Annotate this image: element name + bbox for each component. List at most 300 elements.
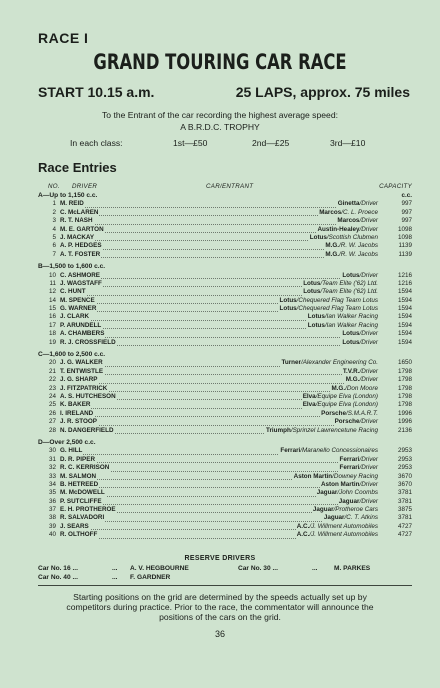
entry-row xyxy=(38,418,412,426)
entrant-name: /C. T. Atkins xyxy=(344,514,378,522)
class-heading xyxy=(38,192,412,200)
entrant-name: /Equipe Elva (London) xyxy=(315,392,378,400)
entrant-name: /Driver xyxy=(359,338,378,346)
entry-row xyxy=(38,297,412,305)
engine-capacity: 2953 xyxy=(397,447,412,455)
driver-name: C. McLAREN xyxy=(60,208,99,216)
entry-row xyxy=(38,489,412,497)
car-number: 31 xyxy=(48,455,56,463)
entry-row xyxy=(38,473,412,481)
car-number: 23 xyxy=(48,384,56,392)
car-number: 15 xyxy=(48,305,56,313)
reserve-title: RESERVE DRIVERS xyxy=(184,555,256,562)
engine-capacity: 1996 xyxy=(397,418,412,426)
engine-capacity: 1798 xyxy=(397,401,412,409)
driver-name: A. CHAMBERS xyxy=(60,330,105,338)
car-entrant xyxy=(312,506,378,514)
car-make: A.C. xyxy=(296,522,310,530)
race-label: RACE I xyxy=(38,30,89,46)
car-number: 27 xyxy=(48,418,56,426)
page-number: 36 xyxy=(214,629,225,639)
engine-capacity: 3670 xyxy=(397,472,412,480)
driver-name: M. McDOWELL xyxy=(60,489,105,497)
driver-name: B. HETREED xyxy=(60,480,99,488)
car-entrant xyxy=(281,359,379,367)
engine-capacity: 1650 xyxy=(397,359,412,367)
class-label: C—1,600 to 2,500 c.c. xyxy=(38,351,106,359)
car-entrant xyxy=(336,217,378,225)
engine-capacity: 4727 xyxy=(397,522,412,530)
col-header-no: NO. xyxy=(48,183,60,190)
entry-row xyxy=(38,209,412,217)
car-entrant xyxy=(339,464,379,472)
driver-name: A. T. FOSTER xyxy=(60,250,101,258)
driver-name: J. WAGSTAFF xyxy=(60,279,102,287)
driver-name: R. J. CROSSFIELD xyxy=(60,338,116,346)
car-number: 37 xyxy=(48,506,56,514)
entrant-name: /Team Elite ('62) Ltd. xyxy=(320,279,378,287)
engine-capacity: 997 xyxy=(401,217,412,225)
entry-row xyxy=(38,506,412,514)
reserve-driver-name: M. PARKES xyxy=(334,565,371,572)
driver-name: M. REID xyxy=(60,200,84,208)
engine-capacity: 1798 xyxy=(397,384,412,392)
entry-row xyxy=(38,305,412,313)
car-make: Lotus xyxy=(309,233,327,241)
engine-capacity: 3875 xyxy=(397,506,412,514)
entry-row xyxy=(38,330,412,338)
engine-capacity: 1996 xyxy=(397,409,412,417)
entry-class-group xyxy=(38,351,412,435)
car-entrant xyxy=(302,393,378,401)
car-number: 40 xyxy=(48,531,56,539)
reserve-dots: ... xyxy=(312,565,318,572)
car-make: Lotus xyxy=(303,288,321,296)
car-number: 33 xyxy=(48,472,56,480)
entrant-name: /Sprinzel Lawrencetune Racing xyxy=(290,426,378,434)
entry-row xyxy=(38,226,412,234)
dot-leader xyxy=(60,200,378,207)
engine-capacity: 4727 xyxy=(397,531,412,539)
engine-capacity: 2953 xyxy=(397,455,412,463)
driver-name: J. FITZPATRICK xyxy=(60,384,108,392)
car-make: M.G. xyxy=(325,242,340,250)
entrant-name: /Team Elite ('62) Ltd. xyxy=(320,288,378,296)
car-entrant xyxy=(302,401,378,409)
car-number: 22 xyxy=(48,376,56,384)
car-make: A.C. xyxy=(296,531,310,539)
driver-name: A. P. HEDGES xyxy=(60,242,102,250)
driver-name: R. T. NASH xyxy=(60,217,93,225)
engine-capacity: 1139 xyxy=(398,250,412,258)
driver-name: N. DANGERFIELD xyxy=(60,426,114,434)
car-number: 19 xyxy=(48,338,56,346)
entry-class-group xyxy=(38,263,412,347)
engine-capacity: 1798 xyxy=(397,367,412,375)
driver-name: J. R. STOOP xyxy=(60,418,97,426)
car-make: Porsche xyxy=(334,418,360,426)
class-heading xyxy=(38,263,412,271)
engine-capacity: 1594 xyxy=(397,338,412,346)
entrant-name: /John Coombs xyxy=(337,489,378,497)
car-entrant xyxy=(302,288,378,296)
entry-class-group xyxy=(38,439,412,540)
car-entrant xyxy=(345,376,378,384)
trophy-name: A B.R.D.C. TROPHY xyxy=(180,122,260,132)
car-entrant xyxy=(296,531,378,539)
driver-name: C. HUNT xyxy=(60,288,86,296)
entrant-name: /Maranello Concessionaires xyxy=(300,447,378,455)
car-number: 39 xyxy=(48,522,56,530)
entrant-name: /Driver xyxy=(359,225,378,233)
entrant-name: /Driver xyxy=(359,367,378,375)
engine-capacity: 1594 xyxy=(397,313,412,321)
car-make: Turner xyxy=(281,359,301,367)
dot-leader xyxy=(60,217,378,224)
race-distance: 25 LAPS, approx. 75 miles xyxy=(235,84,410,100)
entry-row xyxy=(38,456,412,464)
dot-leader xyxy=(60,418,378,425)
engine-capacity: 3781 xyxy=(397,497,412,505)
driver-name: J. G. WALKER xyxy=(60,359,103,367)
reserve-drivers xyxy=(0,555,440,583)
engine-capacity: 1594 xyxy=(397,330,412,338)
engine-capacity: 3781 xyxy=(397,514,412,522)
entry-row xyxy=(38,280,412,288)
entrant-name: /Driver xyxy=(359,330,378,338)
driver-name: J. MACKAY xyxy=(60,233,95,241)
entrant-name: /Scottish Clubmen xyxy=(326,233,378,241)
col-header-capacity: CAPACITY xyxy=(379,183,412,190)
car-make: Ginetta xyxy=(337,200,360,208)
engine-capacity: 1216 xyxy=(397,279,412,287)
engine-capacity: 1216 xyxy=(397,271,412,279)
entrant-name: /C. L. Proece xyxy=(341,208,378,216)
entrant-name: /Chequered Flag Team Lotus xyxy=(296,305,378,313)
engine-capacity: 3670 xyxy=(397,480,412,488)
car-make: Ferrari xyxy=(339,455,360,463)
class-label: A—Up to 1,150 c.c. xyxy=(38,192,98,199)
car-number: 5 xyxy=(52,233,56,241)
car-make: M.G. xyxy=(345,376,360,384)
driver-name: E. H. PROTHEROE xyxy=(60,506,116,514)
entry-row xyxy=(38,234,412,242)
entry-row xyxy=(38,339,412,347)
divider-rule xyxy=(38,585,412,586)
entrant-name: /Ian Walker Racing xyxy=(324,313,378,321)
car-entrant xyxy=(341,339,378,347)
car-make: Ferrari xyxy=(339,464,360,472)
car-entrant xyxy=(339,456,379,464)
driver-name: J. CLARK xyxy=(60,313,90,321)
driver-name: R. SALVADORI xyxy=(60,514,105,522)
car-number: 12 xyxy=(48,288,56,296)
car-make: Porsche xyxy=(321,409,347,417)
car-entrant xyxy=(318,209,378,217)
entry-row xyxy=(38,385,412,393)
engine-capacity: 997 xyxy=(401,200,412,208)
car-entrant xyxy=(302,280,378,288)
car-make: Elva xyxy=(302,401,316,409)
driver-name: T. ENTWISTLE xyxy=(60,367,104,375)
reserve-driver-name: A. V. HEGBOURNE xyxy=(130,565,189,572)
engine-capacity: 2953 xyxy=(397,464,412,472)
entry-row xyxy=(38,410,412,418)
car-entrant xyxy=(341,330,378,338)
engine-capacity: 1594 xyxy=(397,305,412,313)
car-entrant xyxy=(296,523,378,531)
car-number: 17 xyxy=(48,321,56,329)
class-label: D—Over 2,500 c.c. xyxy=(38,438,96,446)
driver-name: R. C. KERRISON xyxy=(60,464,110,472)
car-make: Marcos xyxy=(337,217,360,225)
car-make: Lotus xyxy=(279,296,297,304)
car-number: 28 xyxy=(48,426,56,434)
driver-name: J. SEARS xyxy=(60,522,89,530)
car-number: 7 xyxy=(52,250,56,258)
entry-row xyxy=(38,359,412,367)
car-number: 10 xyxy=(48,271,56,279)
driver-name: R. OLTHOFF xyxy=(60,531,98,539)
driver-name: P. ARUNDELL xyxy=(60,321,102,329)
car-make: Jaguar xyxy=(316,489,338,497)
entry-row xyxy=(38,514,412,522)
dot-leader xyxy=(60,330,378,337)
reserve-row xyxy=(0,565,440,574)
class-heading xyxy=(38,439,412,447)
driver-name: D. R. PIPER xyxy=(60,455,95,463)
car-number: 34 xyxy=(48,480,56,488)
entrant-name: /Equipe Elva (London) xyxy=(315,401,378,409)
entry-row xyxy=(38,393,412,401)
car-entrant xyxy=(320,410,378,418)
car-number: 25 xyxy=(48,401,56,409)
car-entrant xyxy=(324,251,378,259)
entrant-name: /Driver xyxy=(359,271,378,279)
car-entrant xyxy=(337,200,378,208)
class-label: B—1,500 to 1,600 c.c. xyxy=(38,263,106,271)
driver-name: P. SUTCLIFFE xyxy=(60,497,102,505)
engine-capacity: 1594 xyxy=(397,296,412,304)
prizes-label: In each class: xyxy=(70,138,123,148)
car-number: 3 xyxy=(52,217,56,225)
reserve-car-number: Car No. 40 ... xyxy=(38,574,78,581)
driver-name: J. G. SHARP xyxy=(60,376,98,384)
car-make: Triumph xyxy=(265,426,291,434)
entrant-name: /Driver xyxy=(359,464,378,472)
car-number: 14 xyxy=(48,296,56,304)
car-number: 26 xyxy=(48,409,56,417)
engine-capacity: 1139 xyxy=(398,242,412,250)
car-number: 16 xyxy=(48,313,56,321)
car-entrant xyxy=(265,427,378,435)
driver-name: G. HILL xyxy=(60,447,83,455)
car-make: Lotus xyxy=(342,330,360,338)
entrant-name: /S.M.A.R.T. xyxy=(346,409,378,417)
entries-list xyxy=(38,192,412,544)
car-make: Lotus xyxy=(342,338,360,346)
reserve-dots: ... xyxy=(112,574,118,581)
car-make: T.V.R. xyxy=(342,367,360,375)
col-header-car: CAR/ENTRANT xyxy=(206,183,254,190)
car-entrant xyxy=(320,481,378,489)
car-make: Lotus xyxy=(303,279,321,287)
driver-name: G. WARNER xyxy=(60,305,97,313)
engine-capacity: 3781 xyxy=(397,489,412,497)
entry-class-group xyxy=(38,192,412,259)
entry-row xyxy=(38,401,412,409)
entry-row xyxy=(38,481,412,489)
entrant-name: /J. Willment Automobiles xyxy=(309,531,378,539)
start-time: START 10.15 a.m. xyxy=(38,84,155,100)
race-title: GRAND TOURING CAR RACE xyxy=(93,50,347,74)
entry-row xyxy=(38,272,412,280)
engine-capacity: 997 xyxy=(401,208,412,216)
prize-second: 2nd—£25 xyxy=(252,138,290,148)
car-make: M.G. xyxy=(325,250,340,258)
car-number: 30 xyxy=(48,447,56,455)
car-entrant xyxy=(338,498,378,506)
reserve-driver-name: F. GARDNER xyxy=(130,574,171,581)
car-number: 18 xyxy=(48,330,56,338)
entry-row xyxy=(38,447,412,455)
grid-note: Starting positions on the grid are determined by the speeds actually set up by competitors during practice. Prior to the race, the commentator will announce the positions of the cars on the grid. xyxy=(66,592,374,622)
car-number: 21 xyxy=(48,367,56,375)
car-number: 1 xyxy=(52,200,56,208)
engine-capacity: 1798 xyxy=(397,392,412,400)
car-entrant xyxy=(279,447,378,455)
entry-row xyxy=(38,523,412,531)
car-number: 36 xyxy=(48,497,56,505)
class-heading xyxy=(38,351,412,359)
dot-leader xyxy=(60,456,378,463)
car-entrant xyxy=(307,313,378,321)
entrant-name: /Driver xyxy=(359,376,378,384)
engine-capacity: 1798 xyxy=(397,376,412,384)
car-number: 2 xyxy=(52,208,56,216)
reserve-row xyxy=(0,574,440,583)
driver-name: I. IRELAND xyxy=(60,409,94,417)
car-make: Elva xyxy=(302,392,316,400)
engine-capacity: 1098 xyxy=(397,233,412,241)
car-make: Aston Martin xyxy=(293,472,333,480)
car-entrant xyxy=(330,385,378,393)
entrant-name: /Driver xyxy=(359,455,378,463)
dot-leader xyxy=(60,376,378,383)
car-number: 4 xyxy=(52,225,56,233)
trophy-description: To the Entrant of the car recording the highest average speed: xyxy=(101,110,338,120)
entrant-name: /R. W. Jacobs xyxy=(339,250,378,258)
car-entrant xyxy=(316,489,378,497)
car-entrant xyxy=(279,305,378,313)
engine-capacity: 1098 xyxy=(397,225,412,233)
car-make: M.G. xyxy=(331,384,346,392)
car-make: Austin-Healey xyxy=(317,225,360,233)
car-entrant xyxy=(309,234,378,242)
car-number: 35 xyxy=(48,489,56,497)
entry-row xyxy=(38,498,412,506)
car-entrant xyxy=(307,322,378,330)
car-entrant xyxy=(324,242,378,250)
car-make: Jaguar xyxy=(323,514,345,522)
car-entrant xyxy=(341,272,378,280)
entry-row xyxy=(38,376,412,384)
car-make: Ferrari xyxy=(280,447,301,455)
driver-name: M. SPENCE xyxy=(60,296,95,304)
car-number: 6 xyxy=(52,242,56,250)
entrant-name: /Alexander Engineering Co. xyxy=(300,359,378,367)
prize-third: 3rd—£10 xyxy=(330,138,366,148)
reserve-dots: ... xyxy=(112,565,118,572)
car-make: Lotus xyxy=(307,321,325,329)
driver-name: C. ASHMORE xyxy=(60,271,100,279)
capacity-unit: c.c. xyxy=(401,192,412,199)
entry-row xyxy=(38,464,412,472)
engine-capacity: 1594 xyxy=(397,321,412,329)
prize-first: 1st—£50 xyxy=(173,138,208,148)
car-make: Jaguar xyxy=(312,506,334,514)
entrant-name: /Ian Walker Racing xyxy=(324,321,378,329)
entrant-name: /Driver xyxy=(359,217,378,225)
engine-capacity: 1594 xyxy=(397,288,412,296)
car-entrant xyxy=(279,297,378,305)
entry-row xyxy=(38,368,412,376)
car-make: Lotus xyxy=(279,305,297,313)
car-entrant xyxy=(323,514,378,522)
car-entrant xyxy=(342,368,378,376)
col-header-driver: DRIVER xyxy=(72,183,98,190)
entry-row xyxy=(38,217,412,225)
driver-name: K. BAKER xyxy=(60,401,91,409)
entry-row xyxy=(38,242,412,250)
driver-name: M. SALMON xyxy=(60,472,97,480)
entry-row xyxy=(38,313,412,321)
car-make: Marcos xyxy=(319,208,342,216)
car-make: Lotus xyxy=(307,313,325,321)
entrant-name: /Driver xyxy=(359,418,378,426)
entry-row xyxy=(38,322,412,330)
driver-name: A. S. HUTCHESON xyxy=(60,392,116,400)
car-entrant xyxy=(316,226,378,234)
car-number: 38 xyxy=(48,514,56,522)
driver-name: M. E. GARTON xyxy=(60,225,104,233)
entry-row xyxy=(38,200,412,208)
dot-leader xyxy=(60,368,378,375)
reserve-car-number: Car No. 16 ... xyxy=(38,565,78,572)
car-number: 11 xyxy=(49,279,56,287)
entrant-name: /J. Willment Automobiles xyxy=(309,522,378,530)
entry-row xyxy=(38,251,412,259)
entrant-name: /R. W. Jacobs xyxy=(339,242,378,250)
car-make: Aston Martin xyxy=(320,480,360,488)
car-number: 24 xyxy=(48,392,56,400)
dot-leader xyxy=(60,272,378,279)
car-number: 32 xyxy=(48,464,56,472)
entrant-name: /Chequered Flag Team Lotus xyxy=(296,296,378,304)
entrant-name: /Don Moore xyxy=(345,384,378,392)
reserve-car-number: Car No. 30 ... xyxy=(238,565,278,572)
entrant-name: /Protheroe Cars xyxy=(333,506,378,514)
entry-row xyxy=(38,427,412,435)
car-make: Jaguar xyxy=(338,497,360,505)
car-number: 20 xyxy=(48,359,56,367)
engine-capacity: 2136 xyxy=(397,426,412,434)
car-entrant xyxy=(334,418,378,426)
entry-row xyxy=(38,288,412,296)
entrant-name: /Downey Racing xyxy=(332,472,378,480)
entries-heading: Race Entries xyxy=(38,160,117,175)
car-make: Lotus xyxy=(342,271,360,279)
